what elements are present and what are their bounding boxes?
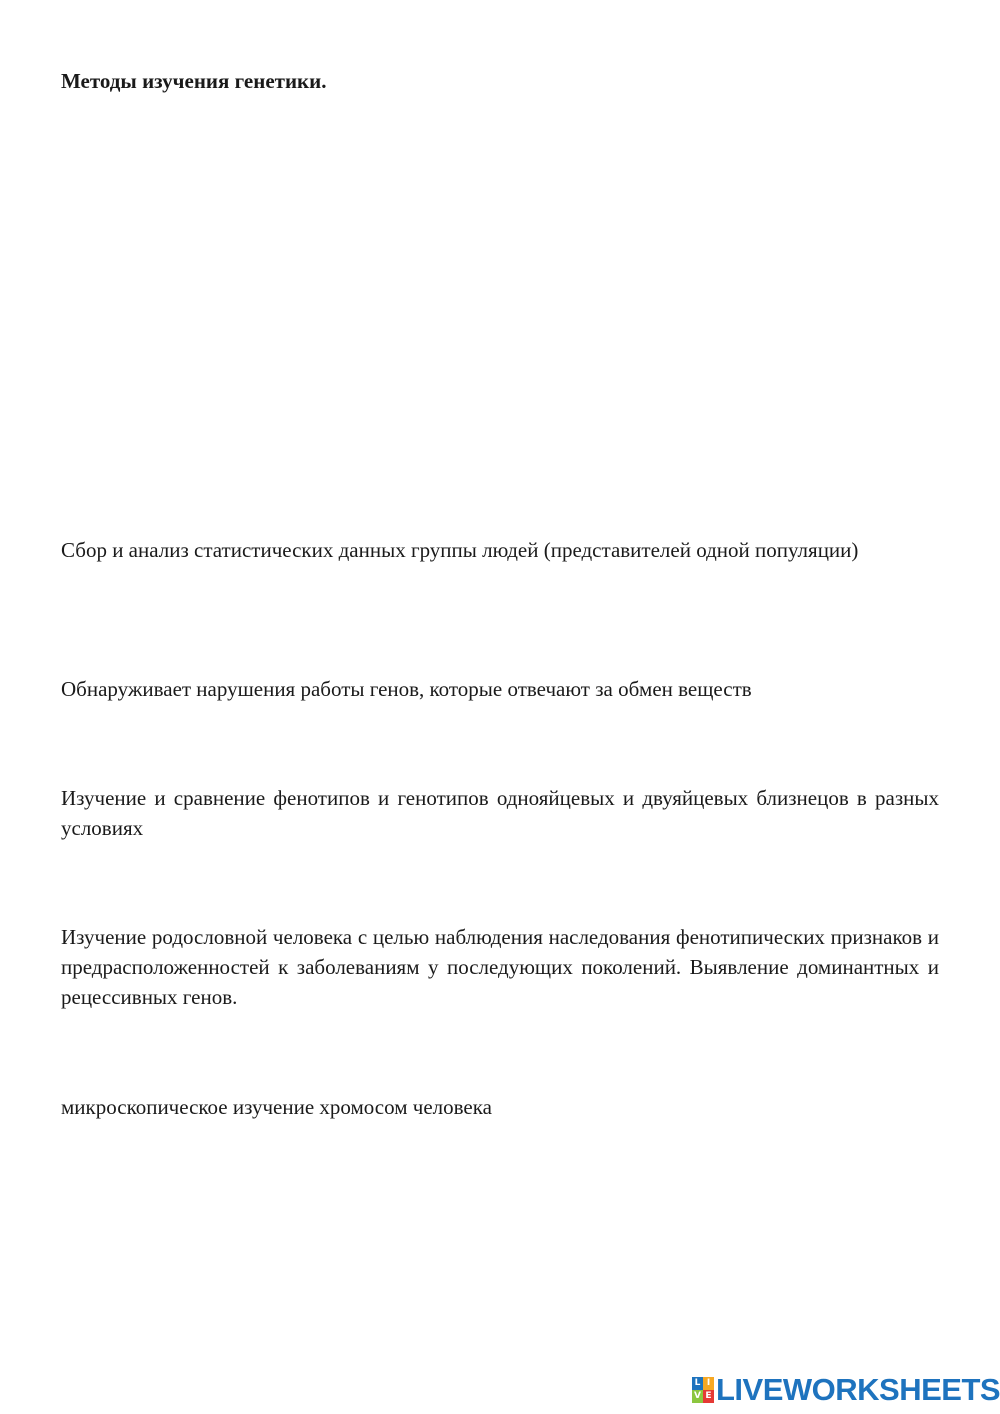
method-description-twin: Изучение и сравнение фенотипов и генотипов однояйцевых и двуяйцевых близнецов в разных условиях bbox=[61, 786, 939, 840]
logo-letter-l: L bbox=[692, 1377, 703, 1390]
method-description-cytogenetic: микроскопическое изучение хромосом человека bbox=[61, 1095, 492, 1119]
method-description-genealogical: Изучение родословной человека с целью наблюдения наследования фенотипических признаков и предрасположенностей к заболеваниям у последующих поколений. Выявление доминантных и рецессивных генов. bbox=[61, 925, 939, 1009]
liveworksheets-watermark bbox=[692, 1374, 1000, 1406]
method-description-statistical: Сбор и анализ статистических данных группы людей (представителей одной популяции) bbox=[61, 538, 859, 562]
liveworksheets-logo-icon bbox=[692, 1377, 714, 1403]
liveworksheets-brand-text: LIVEWORKSHEETS bbox=[716, 1372, 1000, 1407]
page-title: Методы изучения генетики. bbox=[61, 69, 327, 93]
logo-letter-i: I bbox=[703, 1377, 714, 1390]
logo-letter-e: E bbox=[703, 1390, 714, 1403]
logo-letter-v: V bbox=[692, 1390, 703, 1403]
method-description-biochemical: Обнаруживает нарушения работы генов, которые отвечают за обмен веществ bbox=[61, 677, 752, 701]
